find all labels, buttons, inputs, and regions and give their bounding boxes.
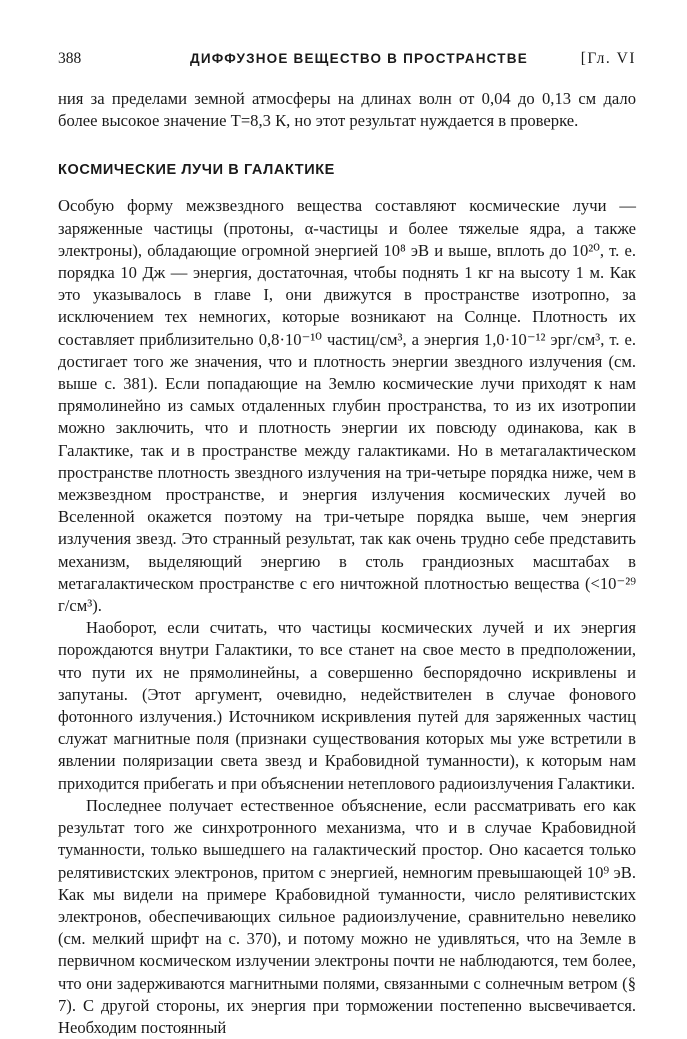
- running-header: [58, 48, 636, 70]
- paragraph-1: Особую форму межзвездного вещества составляют космические лучи — заряженные частицы (протоны, α-частицы и более тяжелые ядра, а также электроны), обладающие огромной энергией 10⁸ эВ и выше, вплоть до 10²⁰, т. е. порядка 10 Дж — энергия, достаточная, чтобы поднять 1 кг на высоту 1 м. Как это указывалось в главе I, они движутся в пространстве изотропно, за исключением тех немногих, которые возникают на Солнце. Плотность их составляет приблизительно 0,8·10⁻¹⁰ частиц/см³, а энергия 1,0·10⁻¹² эрг/см³, т. е. достигает того же значения, что и плотность энергии звездного излучения (см. выше с. 381). Если попадающие на Землю космические лучи приходят к нам прямолинейно из самых отдаленных глубин пространства, то из их изотропии можно заключить, что и плотность энергии их повсюду одинакова, как в Галактике, так и в пространстве между галактиками. Но в метагалактическом пространстве плотность звездного излучения на три-четыре порядка ниже, чем в межзвездном пространстве, и энергия излучения космических лучей во Вселенной окажется поэтому на три-четыре порядка выше, чем энергия излучения звезд. Это странный результат, так как очень трудно себе представить механизм, выделяющий энергию в столь грандиозных масштабах в метагалактическом пространстве с его ничтожной плотностью вещества (<10⁻²⁹ г/см³).: [58, 196, 636, 616]
- page-number: 388: [58, 50, 82, 67]
- chapter-label: [Гл. VI: [580, 50, 636, 67]
- body-text: [58, 88, 636, 1039]
- paragraph-2: Наоборот, если считать, что частицы космических лучей и их энергия порождаются внутри Галактики, то все станет на свое место в предположении, что пути их не прямолинейны, а совершенно беспорядочно искривлены и запутаны. (Этот аргумент, очевидно, недействителен в случае фонового фотонного излучения.) Источником искривления путей для заряженных частиц служат магнитные поля (признаки существования которых мы уже встретили в явлении поляризации света звезд и Крабовидной туманности), к которым нам приходится прибегать и при объяснении нетеплового радиоизлучения Галактики.: [58, 618, 636, 793]
- continued-paragraph: ния за пределами земной атмосферы на длинах волн от 0,04 до 0,13 см дало более высокое значение T=8,3 К, но этот результат нуждается в проверке.: [58, 89, 636, 131]
- section-heading: КОСМИЧЕСКИЕ ЛУЧИ В ГАЛАКТИКЕ: [58, 162, 335, 179]
- paragraph-3: Последнее получает естественное объяснение, если рассматривать его как результат того же синхротронного механизма, что и в случае Крабовидной туманности, только вышедшего на галактический простор. Оно касается только релятивистских электронов, притом с энергией, немногим превышающей 10⁹ эВ. Как мы видели на примере Крабовидной туманности, число релятивистских электронов, обеспечивающих сильное радиоизлучение, сравнительно невелико (см. мелкий шрифт на с. 370), и потому можно не удивляться, что на Земле в первичном космическом излучении электроны почти не наблюдаются, тем более, что они задерживаются магнитными полями, связанными с солнечным ветром (§ 7). С другой стороны, их энергия при торможении постепенно высвечивается. Необходим постоянный: [58, 795, 636, 1037]
- running-title: ДИФФУЗНОЕ ВЕЩЕСТВО В ПРОСТРАНСТВЕ: [190, 51, 528, 66]
